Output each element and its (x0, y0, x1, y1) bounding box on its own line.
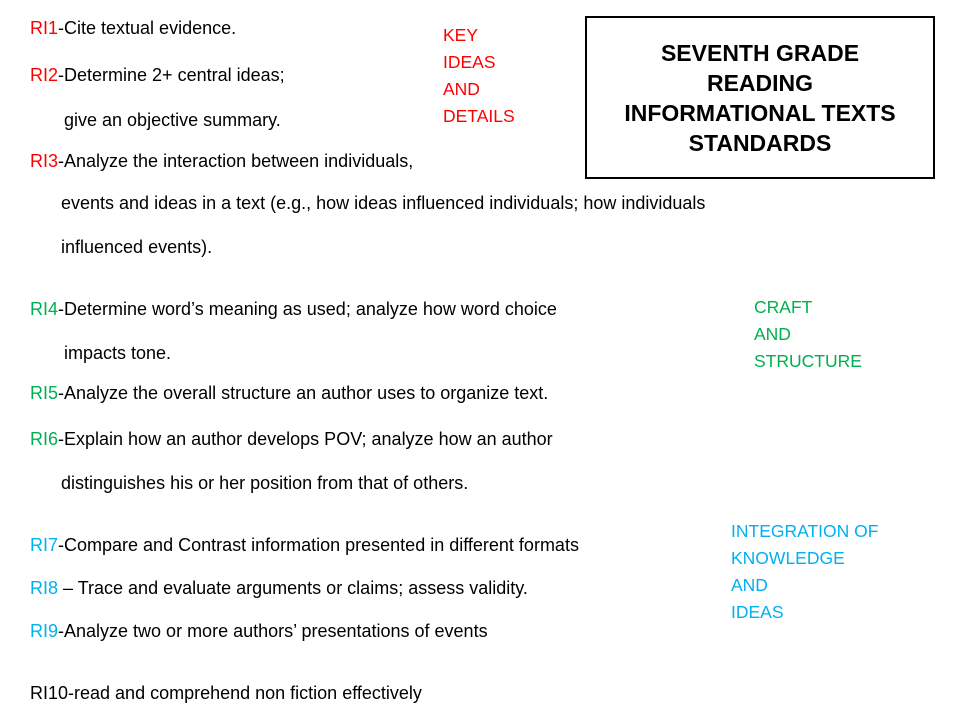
standard-code: RI6 (30, 429, 59, 449)
standard-code: RI1 (30, 18, 59, 38)
standard-ri3-cont2: influenced events). (61, 237, 213, 257)
standard-ri5 (30, 382, 548, 404)
label-key-ideas-line: KEY (443, 25, 479, 45)
standard-code: RI5 (30, 383, 59, 403)
standard-code: RI7 (30, 535, 59, 555)
standard-code: RI4 (30, 299, 59, 319)
label-integration-line: IDEAS (731, 602, 784, 622)
label-key-ideas-line: DETAILS (443, 106, 515, 126)
standard-ri3 (30, 150, 413, 172)
standard-ri10: RI10-read and comprehend non fiction effectively (30, 683, 422, 703)
standard-code: RI2 (30, 65, 59, 85)
standard-ri3-cont1: events and ideas in a text (e.g., how ideas influenced individuals; how individuals (61, 193, 706, 213)
standard-ri6 (30, 428, 553, 450)
standard-ri1 (30, 17, 236, 39)
standard-text: -Determine 2+ central ideas; (58, 65, 285, 85)
title-line-2: READING (706, 69, 814, 96)
label-craft-line: AND (754, 324, 791, 344)
label-key-ideas (443, 22, 515, 130)
label-key-ideas-line: IDEAS (443, 52, 496, 72)
standard-text: -Compare and Contrast information presented in different formats (58, 535, 579, 555)
standard-text: -Determine word’s meaning as used; analyze how word choice (58, 299, 557, 319)
standard-ri2 (30, 64, 285, 86)
label-craft-line: CRAFT (754, 297, 813, 317)
label-integration-line: INTEGRATION OF (731, 521, 879, 541)
standard-text: -Analyze the overall structure an author uses to organize text. (58, 383, 549, 403)
title-line-1: SEVENTH GRADE (660, 39, 860, 66)
label-key-ideas-line: AND (443, 79, 480, 99)
standard-text: -Cite textual evidence. (58, 18, 237, 38)
standard-ri4-cont: impacts tone. (64, 343, 172, 363)
label-integration-line: KNOWLEDGE (731, 548, 845, 568)
standard-code: RI8 (30, 578, 59, 598)
standard-ri4 (30, 298, 557, 320)
standard-text: -Analyze the interaction between individuals, (58, 151, 414, 171)
standard-ri7 (30, 534, 579, 556)
standard-ri9 (30, 620, 488, 642)
label-craft-structure (754, 294, 862, 375)
standard-ri6-cont: distinguishes his or her position from that of others. (61, 473, 469, 493)
title-line-3: INFORMATIONAL TEXTS (624, 99, 896, 126)
title-box (585, 16, 935, 179)
title-line-4: STANDARDS (688, 129, 832, 156)
standard-ri8 (30, 577, 528, 599)
standard-ri2-cont: give an objective summary. (64, 110, 281, 130)
standard-text: – Trace and evaluate arguments or claims; assess validity. (58, 578, 528, 598)
label-craft-line: STRUCTURE (754, 351, 862, 371)
standard-text: -Explain how an author develops POV; analyze how an author (58, 429, 553, 449)
standard-code: RI9 (30, 621, 59, 641)
standard-text: -Analyze two or more authors’ presentations of events (58, 621, 488, 641)
label-integration-line: AND (731, 575, 768, 595)
standard-code: RI3 (30, 151, 59, 171)
label-integration (731, 518, 878, 626)
